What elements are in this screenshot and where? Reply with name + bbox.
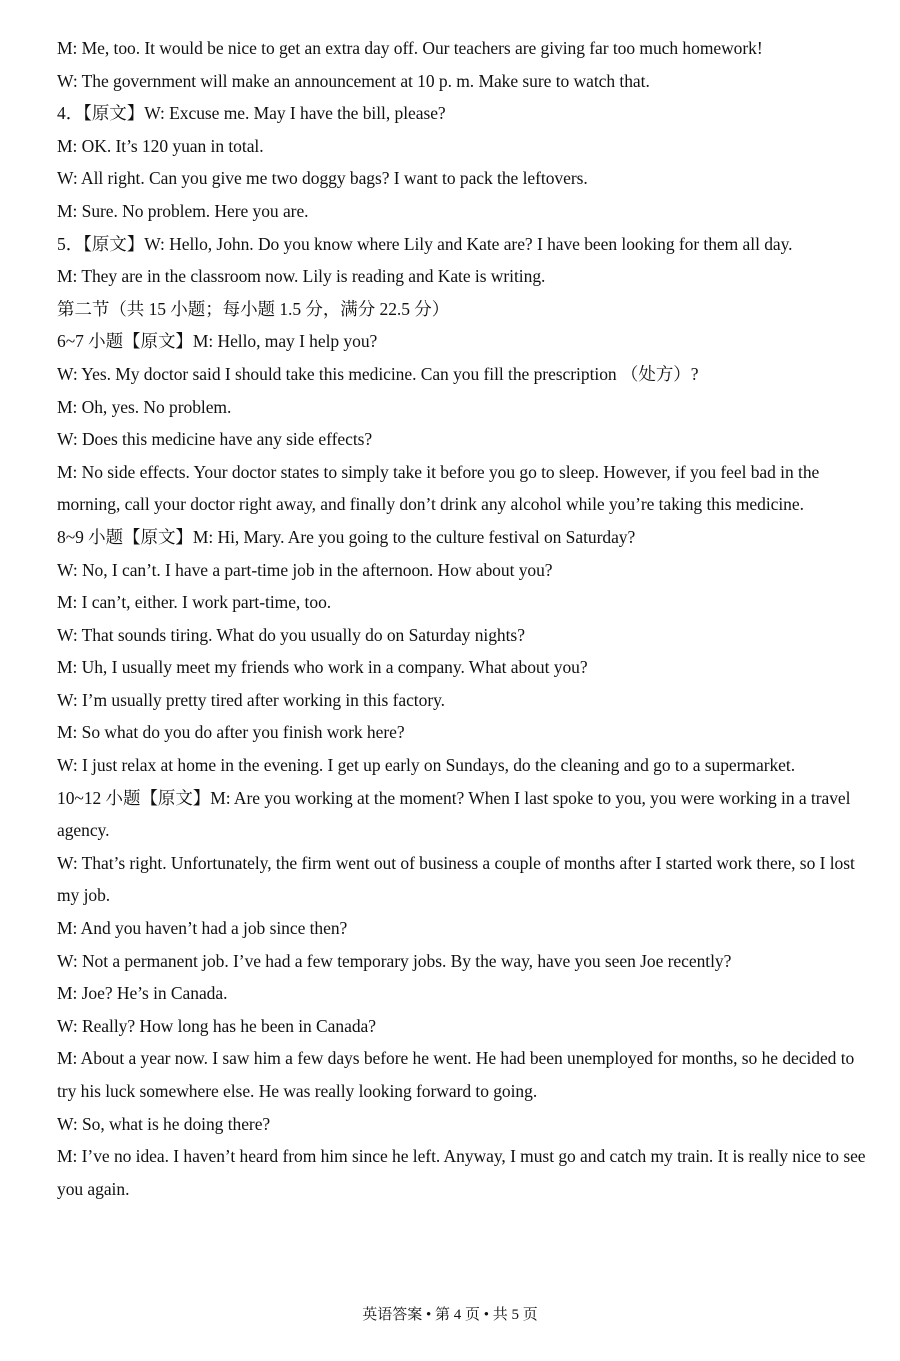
page-footer: 英语答案 • 第 4 页 • 共 5 页 [362,1307,538,1323]
transcript-line: M: I can’t, either. I work part-time, too. [57,592,332,613]
transcript-line: M: They are in the classroom now. Lily is reading and Kate is writing. [57,266,546,287]
transcript-paragraph: M: No side effects. Your doctor states to simply take it before you go to sleep. However, if you feel bad in the morning, call your doctor right away, and finally don’t drink any alcohol while you’re taking this medicine. [57,461,820,515]
transcript-line: W: I just relax at home in the evening. I get up early on Sundays, do the cleaning and go to a supermarket. [57,755,796,776]
question-5-transcript: 5．【原文】W: Hello, John. Do you know where Lily and Kate are? I have been looking for them all day. [57,233,793,254]
transcript-line: M: Oh, yes. No problem. [57,396,232,417]
transcript-line: M: So what do you do after you finish work here? [57,722,405,743]
transcript-line: W: Does this medicine have any side effects? [57,429,373,450]
transcript-line: M: Joe? He’s in Canada. [57,983,228,1004]
transcript-line: M: Uh, I usually meet my friends who work in a company. What about you? [57,657,588,678]
transcript-line: W: All right. Can you give me two doggy bags? I want to pack the leftovers. [57,168,588,189]
transcript-paragraph: M: I’ve no idea. I haven’t heard from him since he left. Anyway, I must go and catch my train. It is really nice to see you again. [57,1146,866,1199]
transcript-paragraph: M: About a year now. I saw him a few days before he went. He had been unemployed for months, so he decided to try his luck somewhere else. He was really looking forward to going. [57,1048,855,1101]
transcript-line: W: Not a permanent job. I’ve had a few temporary jobs. By the way, have you seen Joe recently? [57,950,732,971]
transcript-line: M: Sure. No problem. Here you are. [57,200,309,221]
transcript-line: W: The government will make an announcement at 10 p. m. Make sure to watch that. [57,70,650,91]
transcript-line: M: OK. It’s 120 yuan in total. [57,135,264,156]
transcript-body [57,32,867,1205]
transcript-paragraph: W: That’s right. Unfortunately, the firm went out of business a couple of months after I started work there, so I lost my job. [57,852,855,906]
transcript-line: W: No, I can’t. I have a part-time job in the afternoon. How about you? [57,559,553,580]
transcript-line: M: Me, too. It would be nice to get an extra day off. Our teachers are giving far too much homework! [57,38,763,58]
transcript-line: W: So, what is he doing there? [57,1113,271,1134]
questions-6-7-transcript: 6~7 小题【原文】M: Hello, may I help you? [57,331,378,352]
transcript-line: W: I’m usually pretty tired after working in this factory. [57,689,445,710]
transcript-line: M: And you haven’t had a job since then? [57,918,348,939]
transcript-line: W: Yes. My doctor said I should take this medicine. Can you fill the prescription （处方）? [57,363,699,384]
question-4-transcript: 4．【原文】W: Excuse me. May I have the bill, please? [57,103,446,124]
questions-8-9-transcript: 8~9 小题【原文】M: Hi, Mary. Are you going to the culture festival on Saturday? [57,526,636,547]
section-heading: 第二节（共 15 小题；每小题 1.5 分，满分 22.5 分） [57,298,450,319]
transcript-line: W: That sounds tiring. What do you usually do on Saturday nights? [57,624,525,645]
transcript-line: W: Really? How long has he been in Canada? [57,1015,376,1036]
questions-10-12-transcript: 10~12 小题【原文】M: Are you working at the moment? When I last spoke to you, you were working in a travel agency. [57,787,851,841]
